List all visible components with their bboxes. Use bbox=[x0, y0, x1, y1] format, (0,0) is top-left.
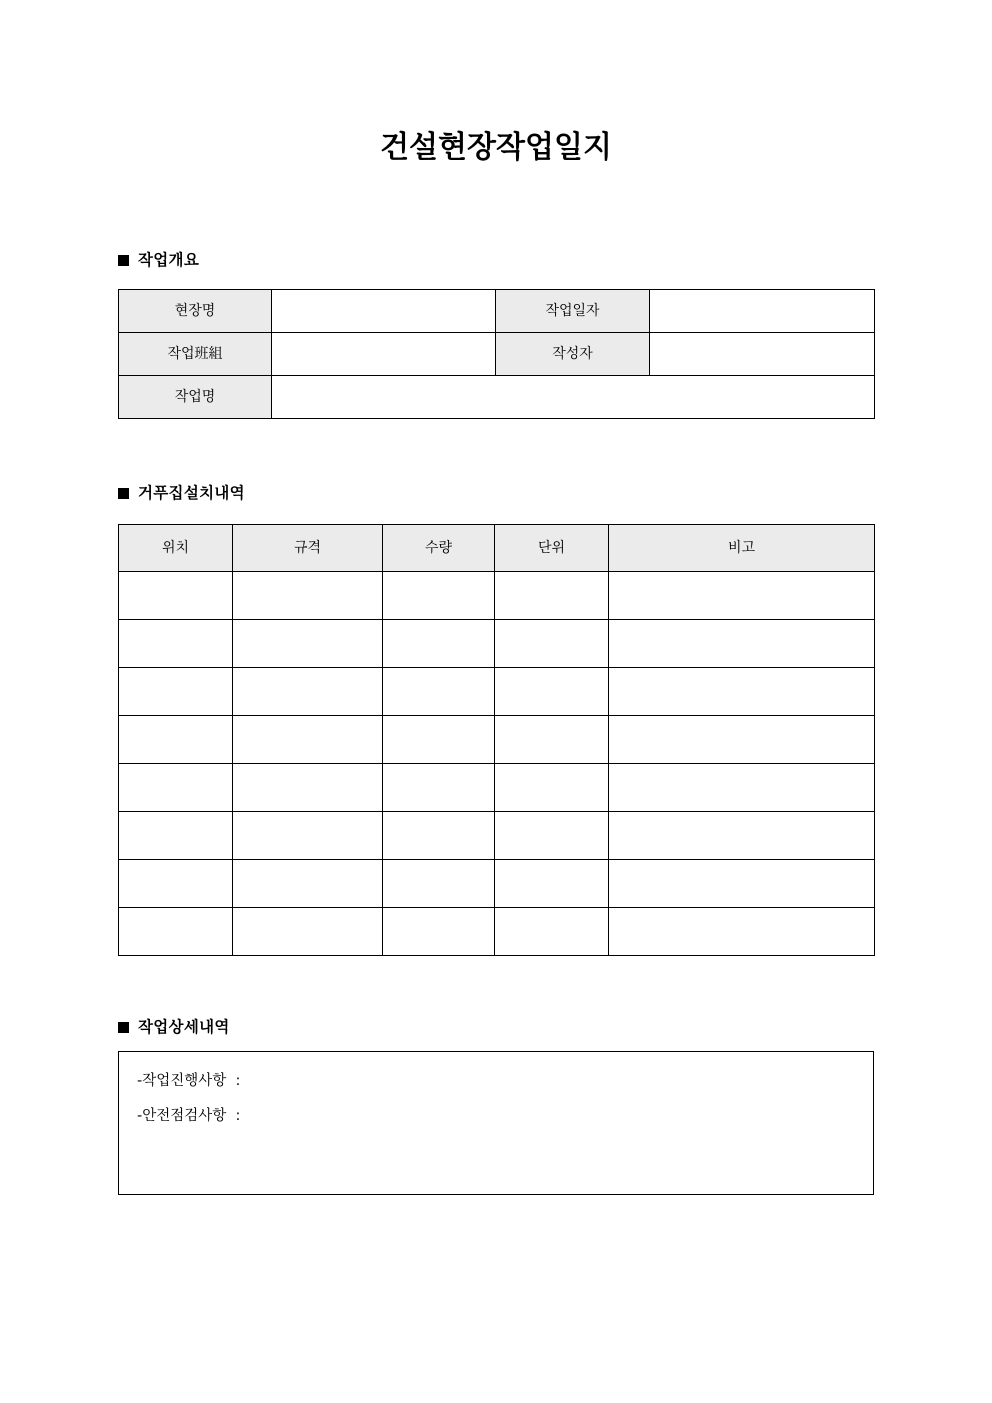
cell-location[interactable] bbox=[119, 572, 233, 620]
cell-quantity[interactable] bbox=[383, 668, 495, 716]
cell-quantity[interactable] bbox=[383, 620, 495, 668]
field-label-work-team: 작업班組 bbox=[119, 333, 272, 376]
square-bullet-icon bbox=[118, 255, 129, 266]
cell-location[interactable] bbox=[119, 716, 233, 764]
cell-remarks[interactable] bbox=[609, 668, 875, 716]
field-label-author: 작성자 bbox=[496, 333, 650, 376]
section-heading-formwork bbox=[118, 486, 245, 502]
cell-remarks[interactable] bbox=[609, 860, 875, 908]
table-row bbox=[119, 764, 875, 812]
section-heading-overview-label: 작업개요 bbox=[138, 251, 200, 269]
cell-spec[interactable] bbox=[233, 860, 383, 908]
field-value-work-date[interactable] bbox=[650, 290, 875, 333]
table-row bbox=[119, 860, 875, 908]
section-heading-details-label: 작업상세내역 bbox=[138, 1018, 230, 1036]
field-value-work-name[interactable] bbox=[272, 376, 875, 419]
cell-location[interactable] bbox=[119, 860, 233, 908]
cell-location[interactable] bbox=[119, 620, 233, 668]
cell-unit[interactable] bbox=[495, 812, 609, 860]
cell-quantity[interactable] bbox=[383, 860, 495, 908]
field-label-work-date: 작업일자 bbox=[496, 290, 650, 333]
cell-quantity[interactable] bbox=[383, 572, 495, 620]
table-row bbox=[119, 290, 875, 333]
field-label-site-name: 현장명 bbox=[119, 290, 272, 333]
table-row bbox=[119, 812, 875, 860]
cell-spec[interactable] bbox=[233, 668, 383, 716]
cell-remarks[interactable] bbox=[609, 812, 875, 860]
cell-quantity[interactable] bbox=[383, 908, 495, 956]
field-label-work-name: 작업명 bbox=[119, 376, 272, 419]
table-row bbox=[119, 668, 875, 716]
cell-remarks[interactable] bbox=[609, 620, 875, 668]
work-details-textarea[interactable] bbox=[118, 1051, 874, 1195]
cell-spec[interactable] bbox=[233, 908, 383, 956]
cell-location[interactable] bbox=[119, 812, 233, 860]
cell-quantity[interactable] bbox=[383, 812, 495, 860]
cell-remarks[interactable] bbox=[609, 572, 875, 620]
cell-remarks[interactable] bbox=[609, 716, 875, 764]
table-row bbox=[119, 620, 875, 668]
cell-remarks[interactable] bbox=[609, 908, 875, 956]
column-header-unit: 단위 bbox=[495, 525, 609, 572]
table-row bbox=[119, 376, 875, 419]
column-header-quantity: 수량 bbox=[383, 525, 495, 572]
cell-unit[interactable] bbox=[495, 620, 609, 668]
detail-line-safety-inspection: -안전점검사항 : bbox=[137, 1107, 241, 1124]
column-header-remarks: 비고 bbox=[609, 525, 875, 572]
cell-quantity[interactable] bbox=[383, 716, 495, 764]
cell-unit[interactable] bbox=[495, 668, 609, 716]
overview-table bbox=[118, 289, 875, 419]
cell-spec[interactable] bbox=[233, 812, 383, 860]
section-heading-overview bbox=[118, 253, 199, 269]
detail-line-work-progress: -작업진행사항 : bbox=[137, 1073, 241, 1089]
cell-remarks[interactable] bbox=[609, 764, 875, 812]
cell-location[interactable] bbox=[119, 908, 233, 956]
cell-spec[interactable] bbox=[233, 764, 383, 812]
square-bullet-icon bbox=[118, 488, 129, 499]
cell-unit[interactable] bbox=[495, 908, 609, 956]
table-row bbox=[119, 908, 875, 956]
table-row bbox=[119, 333, 875, 376]
cell-location[interactable] bbox=[119, 668, 233, 716]
formwork-table bbox=[118, 524, 875, 956]
section-heading-details bbox=[118, 1020, 230, 1036]
column-header-location: 위치 bbox=[119, 525, 233, 572]
table-header-row bbox=[119, 525, 875, 572]
page-title: 건설현장작업일지 bbox=[380, 130, 612, 165]
table-row bbox=[119, 572, 875, 620]
field-value-site-name[interactable] bbox=[272, 290, 496, 333]
cell-location[interactable] bbox=[119, 764, 233, 812]
cell-spec[interactable] bbox=[233, 572, 383, 620]
cell-unit[interactable] bbox=[495, 860, 609, 908]
section-heading-formwork-label: 거푸집설치내역 bbox=[138, 484, 245, 502]
cell-unit[interactable] bbox=[495, 764, 609, 812]
cell-unit[interactable] bbox=[495, 572, 609, 620]
cell-quantity[interactable] bbox=[383, 764, 495, 812]
field-value-author[interactable] bbox=[650, 333, 875, 376]
cell-unit[interactable] bbox=[495, 716, 609, 764]
field-value-work-team[interactable] bbox=[272, 333, 496, 376]
table-row bbox=[119, 716, 875, 764]
square-bullet-icon bbox=[118, 1022, 129, 1033]
cell-spec[interactable] bbox=[233, 716, 383, 764]
cell-spec[interactable] bbox=[233, 620, 383, 668]
column-header-spec: 규격 bbox=[233, 525, 383, 572]
